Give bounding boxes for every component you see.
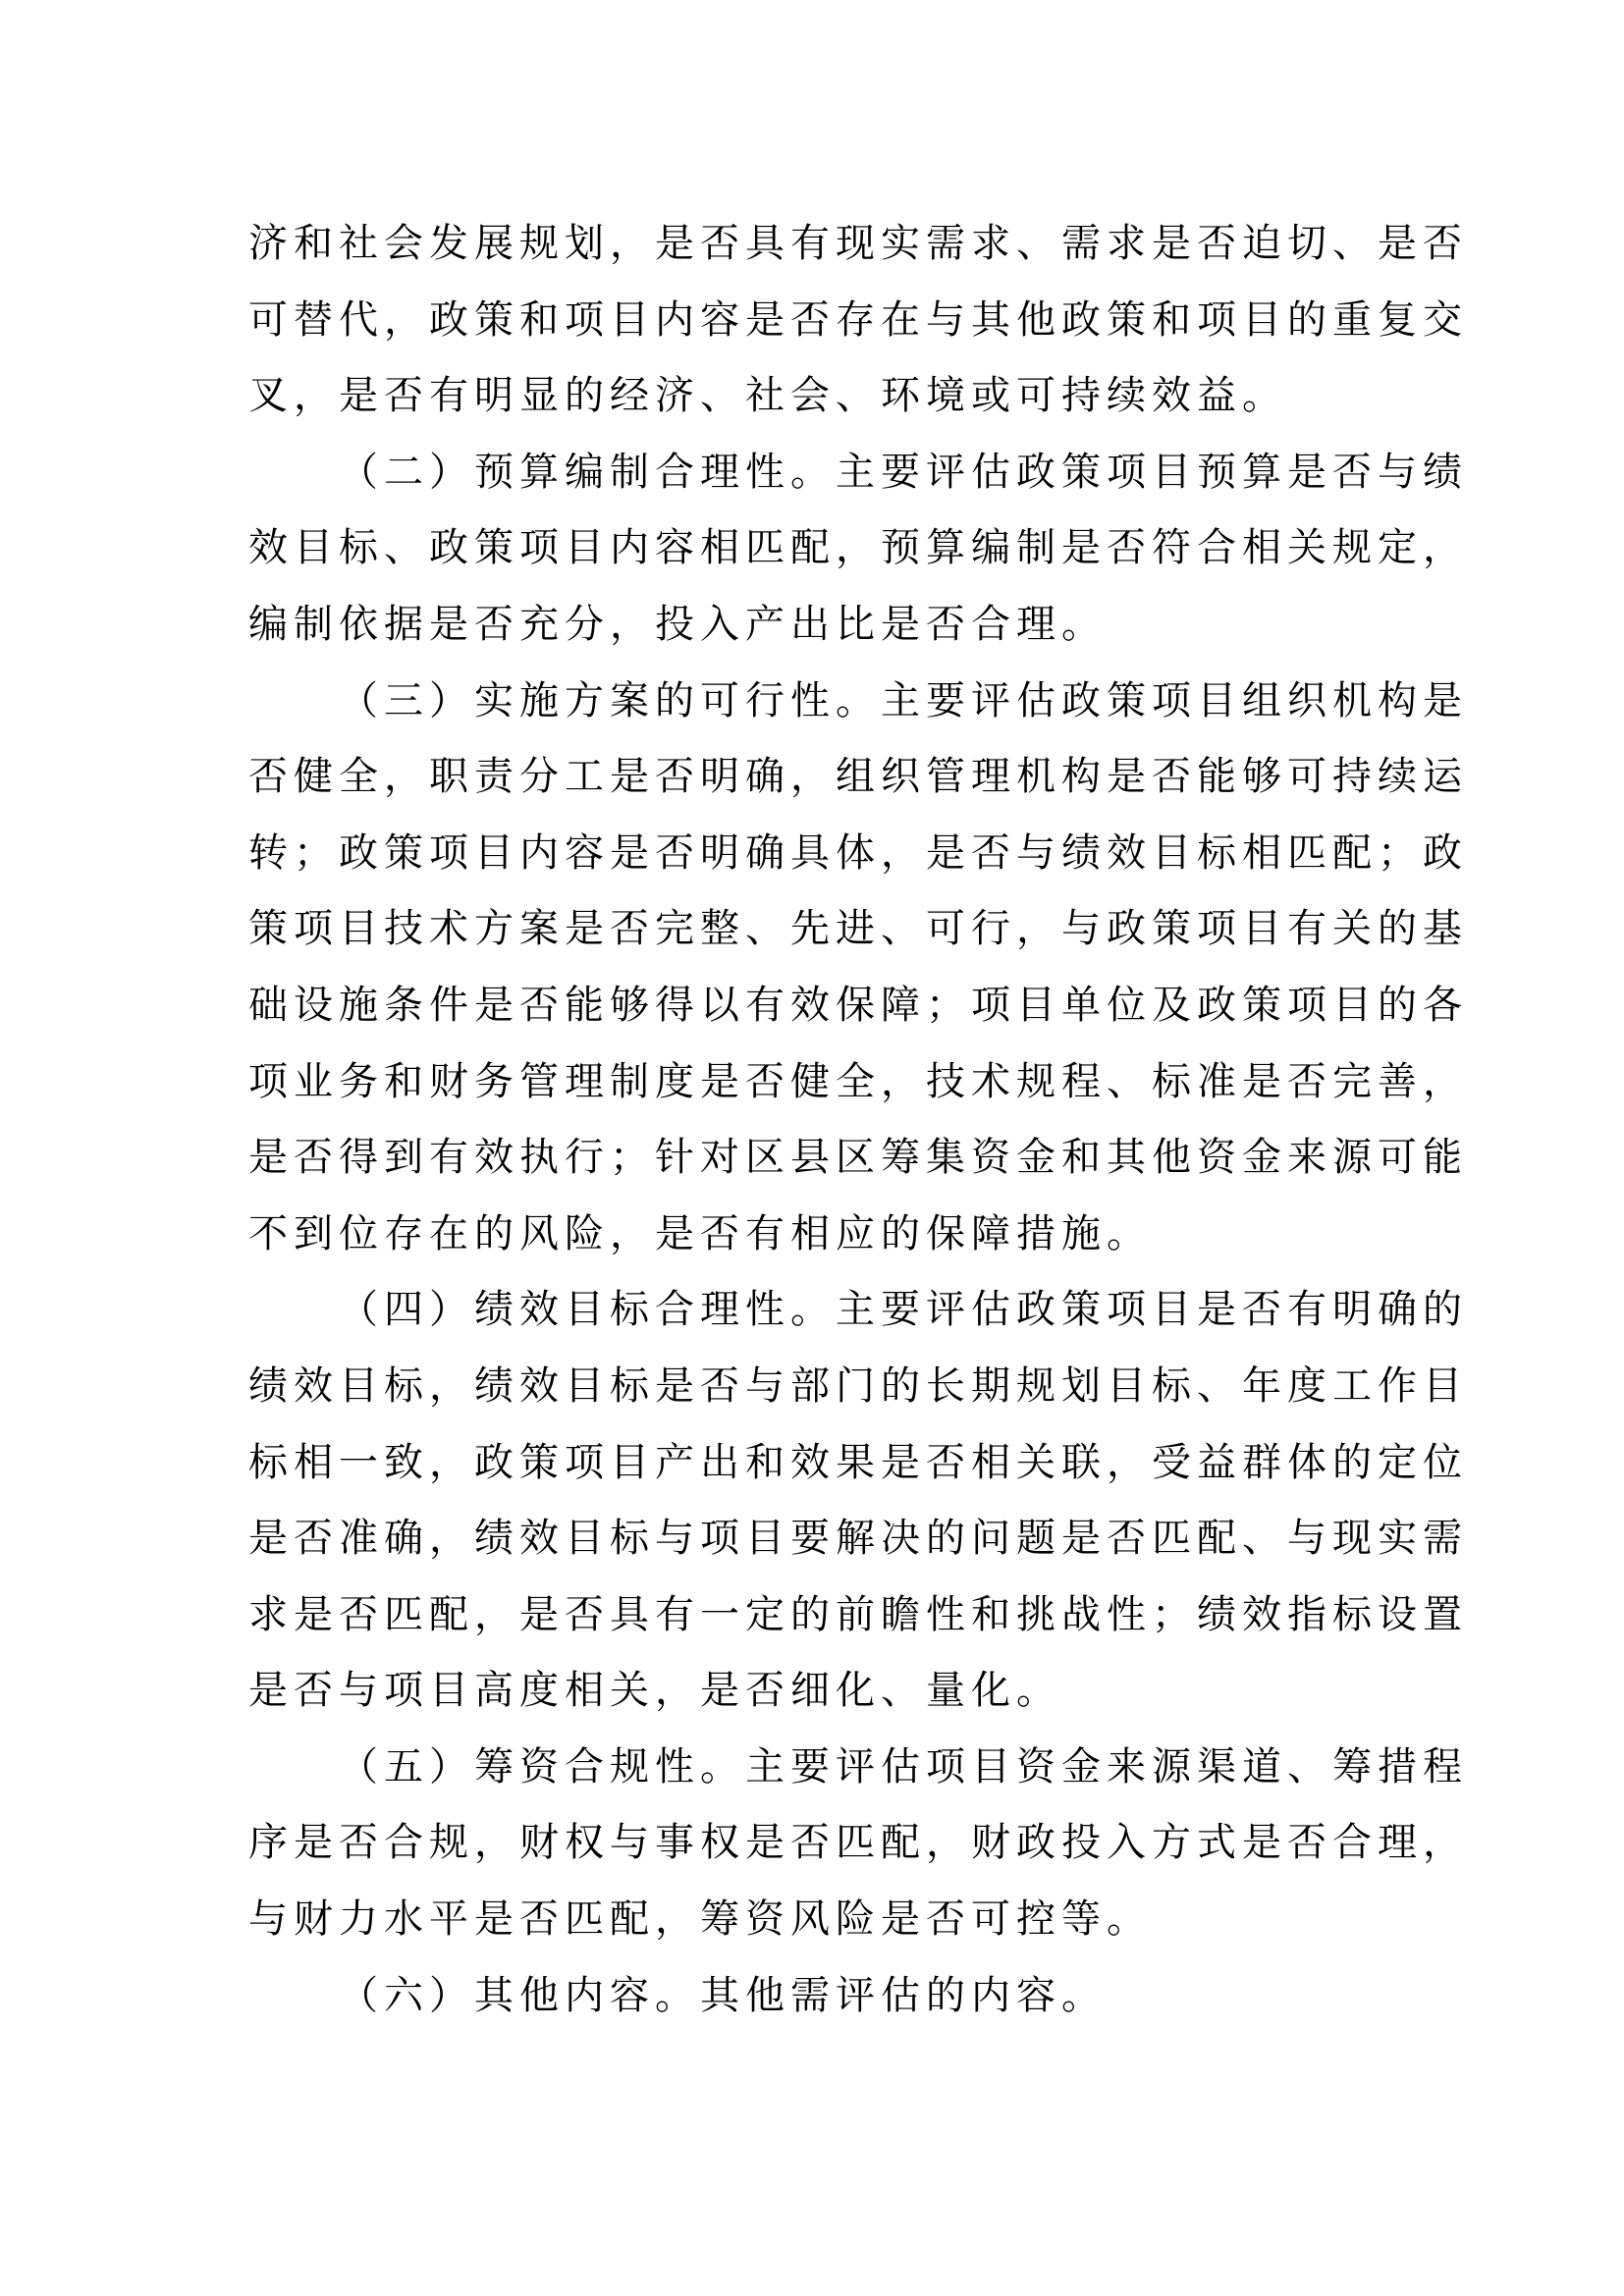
paragraph-heading-line: （五）筹资合规性。主要评估项目资金来源渠道、筹措程 (339, 1743, 1468, 1789)
text-line: 转；政策项目内容是否明确具体，是否与绩效目标相匹配；政 (248, 829, 1468, 876)
paragraph-budget-rationality (248, 447, 1468, 675)
text-line: 是否与项目高度相关，是否细化、量化。 (248, 1668, 1061, 1714)
text-line: 是否得到有效执行；针对区县区筹集资金和其他资金来源可能 (248, 1135, 1468, 1181)
text-line: 策项目技术方案是否完整、先进、可行，与政策项目有关的基 (248, 906, 1468, 952)
text-line: 标相一致，政策项目产出和效果是否相关联，受益群体的定位 (248, 1439, 1468, 1485)
text-line: 础设施条件是否能够得以有效保障；项目单位及政策项目的各 (248, 982, 1468, 1028)
text-line: 与财力水平是否匹配，筹资风险是否可控等。 (248, 1896, 1152, 1943)
text-line: 效目标、政策项目内容相匹配，预算编制是否符合相关规定， (248, 525, 1468, 571)
text-line: 是否准确，绩效目标与项目要解决的问题是否匹配、与现实需 (248, 1516, 1468, 1562)
text-line: 可替代，政策和项目内容是否存在与其他政策和项目的重复交 (248, 296, 1468, 343)
paragraph-heading-line: （六）其他内容。其他需评估的内容。 (339, 1972, 1107, 2018)
text-line: 绩效目标，绩效目标是否与部门的长期规划目标、年度工作目 (248, 1362, 1468, 1409)
text-line: 否健全，职责分工是否明确，组织管理机构是否能够可持续运 (248, 754, 1468, 800)
paragraph-heading-line: （三）实施方案的可行性。主要评估政策项目组织机构是 (339, 677, 1468, 723)
paragraph-heading-line: （二）预算编制合理性。主要评估政策项目预算是否与绩 (339, 449, 1468, 495)
paragraph-performance-goals (248, 1284, 1468, 1741)
paragraph-heading-line: （四）绩效目标合理性。主要评估政策项目是否有明确的 (339, 1287, 1468, 1333)
text-line: 序是否合规，财权与事权是否匹配，财政投入方式是否合理， (248, 1820, 1468, 1866)
text-line: 项业务和财务管理制度是否健全，技术规程、标准是否完善， (248, 1058, 1468, 1104)
paragraph-funding-compliance (248, 1741, 1468, 1970)
text-line: 不到位存在的风险，是否有相应的保障措施。 (248, 1210, 1152, 1256)
paragraph-continuation (248, 218, 1468, 447)
text-line: 求是否匹配，是否具有一定的前瞻性和挑战性；绩效指标设置 (248, 1591, 1468, 1637)
text-line: 济和社会发展规划，是否具有现实需求、需求是否迫切、是否 (248, 221, 1468, 266)
document-page (248, 218, 1468, 2046)
text-line: 叉，是否有明显的经济、社会、环境或可持续效益。 (248, 373, 1287, 419)
paragraph-other-content (248, 1970, 1387, 2047)
text-line: 编制依据是否充分，投入产出比是否合理。 (248, 601, 1107, 647)
paragraph-implementation-feasibility (248, 675, 1468, 1285)
